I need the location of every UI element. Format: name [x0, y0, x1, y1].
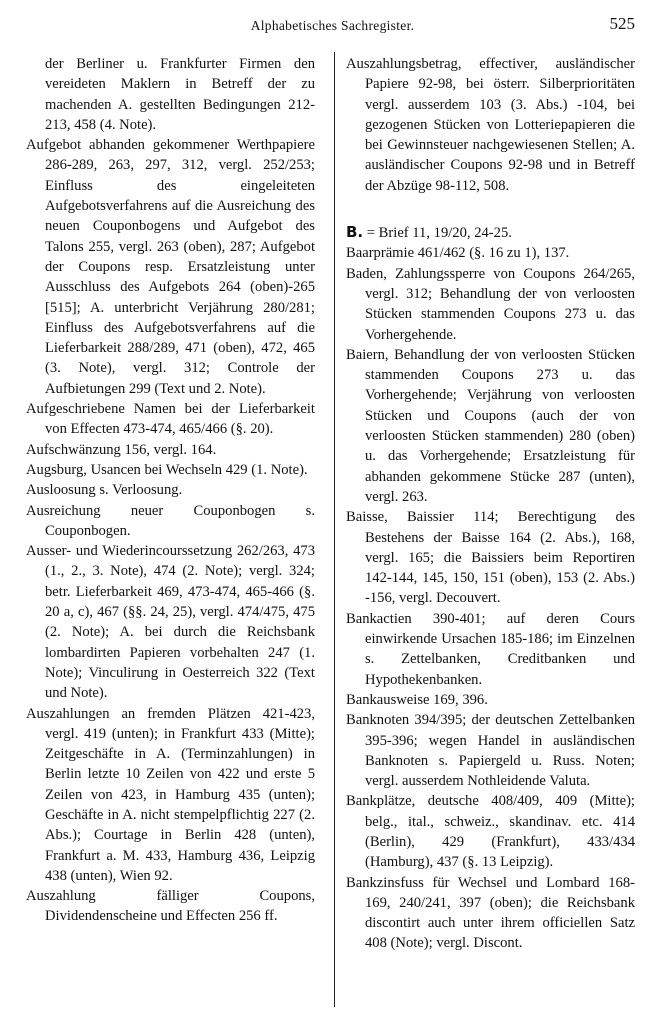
- index-entry: Ausser- und Wiederincourssetzung 262/263, 473 (1., 2., 3. Note), 474 (2. Note); vergl. 324; betr. Lieferbarkeit 469, 473-474, 465-466 (§. 20 a, c), 467 (§§. 24, 25), vergl. 474/475, 475 (2. Note); A. bei durch die Reichsbank lombardirten Papieren vorbehalten 247 (1. Note); Vinculirung in Oesterreich 322 (Text und Note).: [26, 543, 315, 702]
- section-letter: B.: [346, 223, 364, 242]
- index-entry: Augsburg, Usancen bei Wechseln 429 (1. Note).: [26, 461, 308, 478]
- index-entry: Aufgebot abhanden gekommener Werthpapiere 286-289, 263, 297, 312, vergl. 252/253; Einfluss des eingeleiteten Aufgebotsverfahrens auf die Ausreichung des neuen Couponbogens und Aufgebot des Talons 255, vergl. 263 (oben), 287; Aufgebot der Coupons resp. Ersatzleistung unter Ausschluss des Aufgebots 264 (oben)-265 [515]; A. unterbricht Verjährung 280/281; Einfluss des Aufgebotsverfahrens auf die Lieferbarkeit 288/289, 471 (oben), 472, 465 (3. Note), vergl. 312; Controle der Aufbietungen 299 (Text und 2. Note).: [26, 137, 315, 397]
- index-entry: Bankplätze, deutsche 408/409, 409 (Mitte); belg., ital., schweiz., skandinav. etc. 414 (Berlin), 429 (Frankfurt), 433/434 (Hamburg), 437 (§. 13 Leipzig).: [346, 793, 635, 871]
- index-entry: Auszahlungsbetrag, effectiver, ausländischer Papiere 92-98, bei österr. Silberprioritäten vergl. ausserdem 103 (3. Abs.) -104, bei gezogenen Stücken von Lotteriepapieren die bei Gewinnsteuer nachgewiesenen Stellen; A. ausländischer Coupons 92-98 und in Betreff der Abzüge 98-112, 508.: [346, 56, 635, 194]
- section-gap: [346, 196, 635, 222]
- index-entry: Bankausweise 169, 396.: [346, 691, 488, 708]
- index-entry: Ausreichung neuer Couponbogen s. Couponbogen.: [26, 502, 315, 539]
- index-entry: Aufgeschriebene Namen bei der Lieferbarkeit von Effecten 473-474, 465/466 (§. 20).: [26, 401, 315, 438]
- index-entry: Bankactien 390-401; auf deren Cours einwirkende Ursachen 185-186; im Einzelnen s. Zettelbanken, Creditbanken und Hypothekenbanken.: [346, 610, 635, 688]
- index-entry: Banknoten 394/395; der deutschen Zettelbanken 395-396; wegen Handel in ausländischen Banknoten s. Papiergeld u. Russ. Noten; vergl. ausserdem Nothleidende Valuta.: [346, 712, 635, 790]
- section-b-text: = Brief 11, 19/20, 24-25.: [363, 225, 512, 242]
- index-entry: Baarprämie 461/462 (§. 16 zu 1), 137.: [346, 245, 570, 262]
- running-title: Alphabetisches Sachregister.: [250, 18, 415, 33]
- index-entry: Baden, Zahlungssperre von Coupons 264/265, vergl. 312; Behandlung der von verloosten Stücken stammenden Coupons 273 u. das Vorhergehende.: [346, 265, 635, 343]
- page-header: [0, 14, 665, 38]
- index-entry: Baisse, Baissier 114; Berechtigung des Bestehens der Baisse 164 (2. Abs.), 168, vergl. 165; die Baissiers beim Reportiren 142-144, 145, 150, 151 (oben), 153 (2. Abs.) -156, vergl. Decouvert.: [346, 509, 635, 607]
- index-entry: Auszahlung fälliger Coupons, Dividendenscheine und Effecten 256 ff.: [26, 888, 315, 925]
- column-divider: [334, 52, 335, 1007]
- index-entry: Aufschwänzung 156, vergl. 164.: [26, 441, 217, 458]
- index-entry: Bankzinsfuss für Wechsel und Lombard 168-169, 240/241, 397 (oben); die Reichsbank discontirt auch unter ihrem officiellen Satz 408 (Note); vergl. Discont.: [346, 874, 635, 952]
- page-number: 525: [609, 14, 635, 33]
- section-b-entry: [346, 222, 635, 243]
- index-entry: Auszahlungen an fremden Plätzen 421-423, vergl. 419 (unten); in Frankfurt 433 (Mitte); Zeitgeschäfte in A. (Terminzahlungen) in Berlin letzte 10 Zeilen von 422 und erste 5 Zeilen von 423, in Hamburg 435 (unten); Geschäfte in A. nicht stempelpflichtig 227 (2. Abs.); Courtage in Berlin 428 (unten), Frankfurt a. M. 433, Hamburg 436, Leipzig 438 (unten), Wien 92.: [26, 705, 315, 884]
- index-entry: Ausloosung s. Verloosung.: [26, 482, 183, 499]
- index-entry: Baiern, Behandlung der von verloosten Stücken stammenden Coupons 273 u. das Vorhergehende; Verjährung von verloosten Stücken und Coupons (auch der von verloosten Stücken stammenden) 280 (oben) u. das Vorhergehende; Ersatzleistung für abhanden gekommene Stücke 287 (unten), vergl. 263.: [346, 346, 635, 505]
- index-entry: der Berliner u. Frankfurter Firmen den vereideten Maklern in Betreff der zu machenden A. gestellten Bedingungen 212-213, 458 (4. Note).: [45, 56, 315, 133]
- right-column: [346, 54, 635, 954]
- left-column: [26, 54, 315, 927]
